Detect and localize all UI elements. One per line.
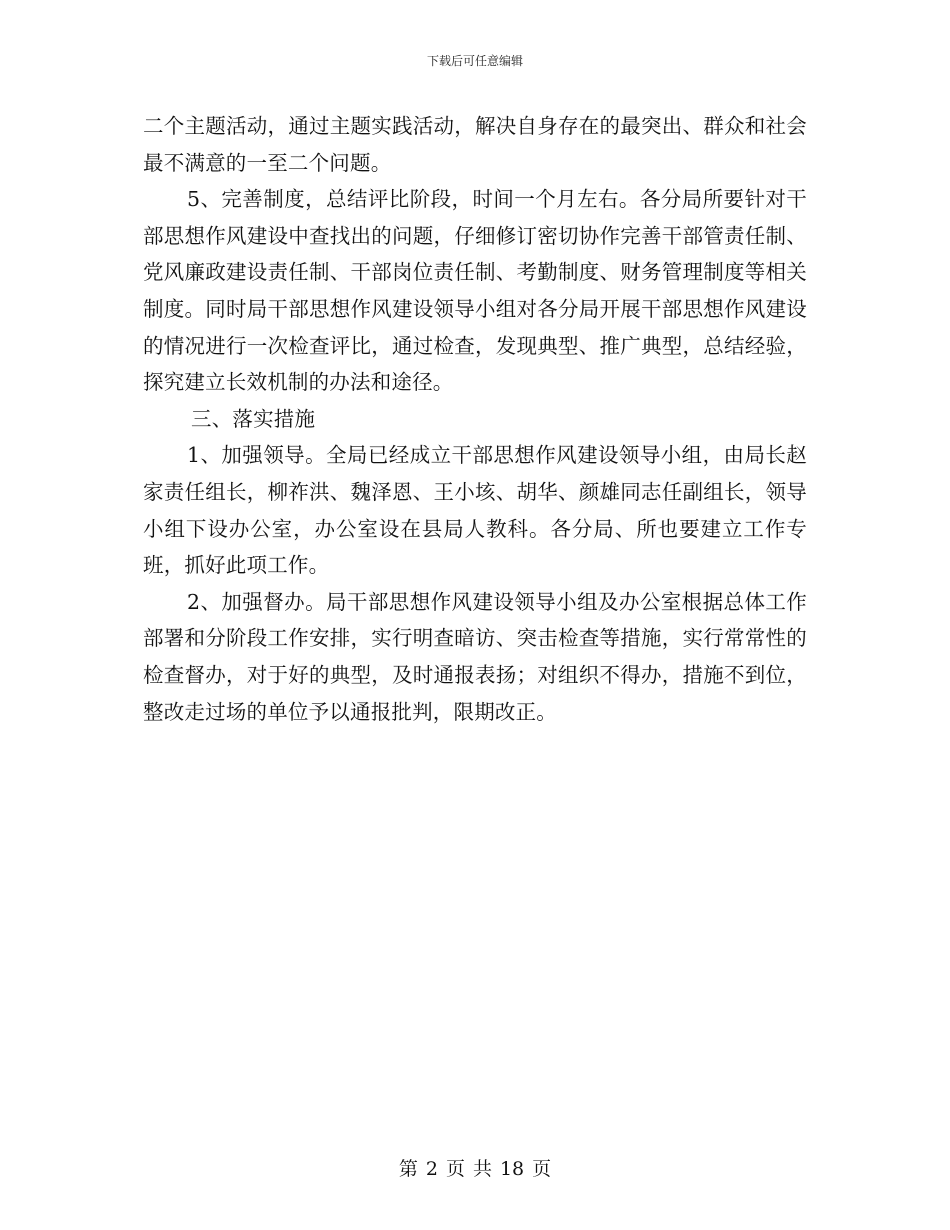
page-label-total-prefix: 共 <box>472 1158 492 1180</box>
page-header-note: 下载后可任意编辑 <box>426 54 523 68</box>
paragraph-item-5: 5、完善制度，总结评比阶段，时间一个月左右。各分局所要针对干部思想作风建设中查找出的问题，仔细修订密切协作完善干部管责任制、党风廉政建设责任制、干部岗位责任制、考勤制度、财务管理制度等相关制度。同时局干部思想作风建设领导小组对各分局开展干部思想作风建设的情况进行一次检查评比，通过检查，发现典型、推广典型，总结经验，探究建立长效机制的办法和途径。 <box>143 187 807 395</box>
page-label-suffix: 页 <box>532 1158 552 1180</box>
page-total-number: 18 <box>499 1158 525 1180</box>
section-heading-3: 三、落实措施 <box>191 406 316 431</box>
paragraph-item-2: 2、加强督办。局干部思想作风建设领导小组及办公室根据总体工作部署和分阶段工作安排，实行明查暗访、突击检查等措施，实行常常性的检查督办，对于好的典型，及时通报表扬；对组织不得办，措施不到位，整改走过场的单位予以通报批判，限期改正。 <box>143 589 807 724</box>
document-body <box>143 108 807 730</box>
page-footer <box>0 1157 950 1181</box>
paragraph-continuation: 二个主题活动，通过主题实践活动，解决自身存在的最突出、群众和社会最不满意的一至二个问题。 <box>143 114 807 175</box>
paragraph-item-1: 1、加强领导。全局已经成立干部思想作风建设领导小组，由局长赵家责任组长，柳祚洪、魏泽恩、王小垓、胡华、颜雄同志任副组长，领导小组下设办公室，办公室设在县局人教科。各分局、所也要建立工作专班，抓好此项工作。 <box>143 443 807 578</box>
page-current-number: 2 <box>425 1158 438 1180</box>
page-label-mid: 页 <box>445 1158 465 1180</box>
page-label-prefix: 第 <box>398 1158 418 1180</box>
